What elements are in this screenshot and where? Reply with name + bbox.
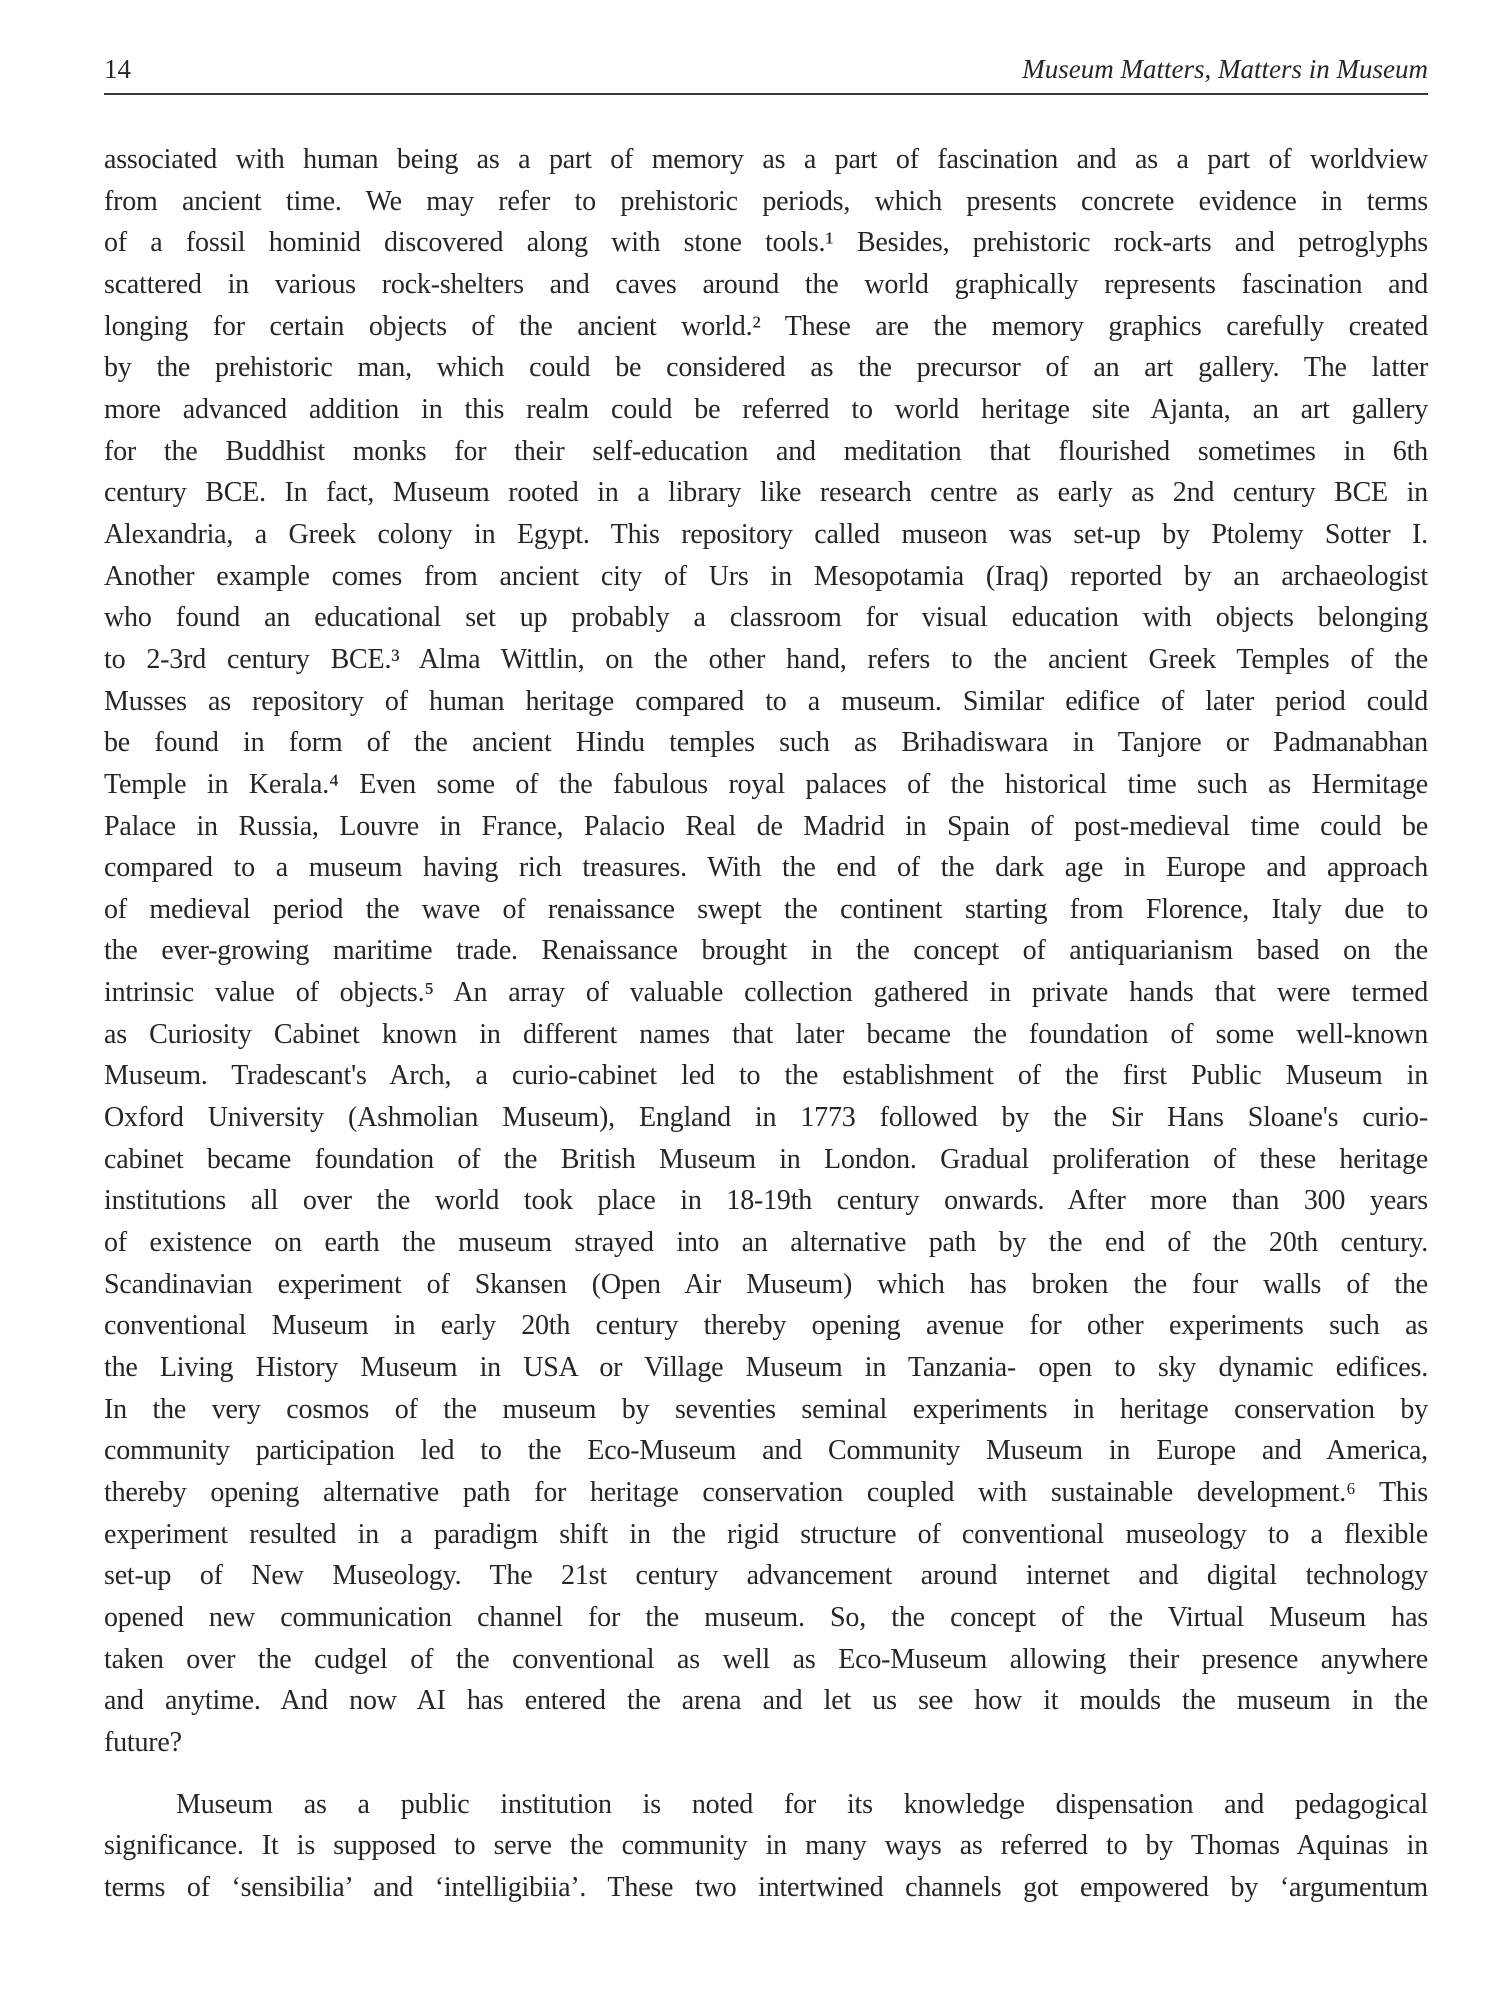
header-rule <box>104 93 1428 95</box>
text-line: the ever-growing maritime trade. Renaissance brought in the concept of antiquarianism based on the <box>104 935 1428 967</box>
text-line: of existence on earth the museum strayed into an alternative path by the end of the 20th century. <box>104 1227 1428 1259</box>
text-line: the Living History Museum in USA or Village Museum in Tanzania- open to sky dynamic edifices. <box>104 1352 1428 1384</box>
text-line: of medieval period the wave of renaissance swept the continent starting from Florence, Italy due to <box>104 893 1428 925</box>
text-line: set-up of New Museology. The 21st century advancement around internet and digital technology <box>104 1560 1428 1592</box>
text-line: Scandinavian experiment of Skansen (Open Air Museum) which has broken the four walls of the <box>104 1268 1428 1300</box>
text-line: future? <box>104 1726 182 1758</box>
text-line: cabinet became foundation of the British Museum in London. Gradual proliferation of these heritage <box>104 1143 1428 1175</box>
text-line: who found an educational set up probably a classroom for visual education with objects belonging <box>104 602 1428 634</box>
text-line: from ancient time. We may refer to prehistoric periods, which presents concrete evidence in terms <box>104 185 1428 217</box>
text-line: by the prehistoric man, which could be considered as the precursor of an art gallery. The latter <box>104 352 1428 384</box>
page-number: 14 <box>104 54 131 84</box>
text-line: Another example comes from ancient city of Urs in Mesopotamia (Iraq) reported by an archaeologist <box>104 560 1428 592</box>
text-line: Musses as repository of human heritage compared to a museum. Similar edifice of later period could <box>104 685 1428 717</box>
text-line: to 2-3rd century BCE.³ Alma Wittlin, on the other hand, refers to the ancient Greek Temples of the <box>104 643 1428 675</box>
text-line: Museum. Tradescant's Arch, a curio-cabinet led to the establishment of the first Public Museum in <box>104 1060 1428 1092</box>
text-line: longing for certain objects of the ancient world.² These are the memory graphics carefully created <box>104 310 1428 342</box>
text-line: taken over the cudgel of the conventional as well as Eco-Museum allowing their presence anywhere <box>104 1643 1428 1675</box>
paragraph <box>104 1784 1428 1909</box>
text-line: Museum as a public institution is noted for its knowledge dispensation and pedagogical <box>176 1788 1428 1820</box>
text-line: institutions all over the world took place in 18-19th century onwards. After more than 300 years <box>104 1185 1428 1217</box>
text-line: significance. It is supposed to serve the community in many ways as referred to by Thomas Aquinas in <box>104 1830 1428 1862</box>
text-line: Temple in Kerala.⁴ Even some of the fabulous royal palaces of the historical time such as Hermitage <box>104 768 1428 800</box>
text-line: community participation led to the Eco-Museum and Community Museum in Europe and America, <box>104 1435 1428 1467</box>
text-line: Palace in Russia, Louvre in France, Palacio Real de Madrid in Spain of post-medieval time could be <box>104 810 1428 842</box>
text-line: In the very cosmos of the museum by seventies seminal experiments in heritage conservation by <box>104 1393 1428 1425</box>
body-text <box>104 139 1428 1929</box>
text-line: experiment resulted in a paradigm shift in the rigid structure of conventional museology to a flexible <box>104 1518 1428 1550</box>
text-line: intrinsic value of objects.⁵ An array of valuable collection gathered in private hands that were termed <box>104 977 1428 1009</box>
text-line: and anytime. And now AI has entered the arena and let us see how it moulds the museum in the <box>104 1685 1428 1717</box>
text-line: as Curiosity Cabinet known in different names that later became the foundation of some well-known <box>104 1018 1428 1050</box>
text-line: opened new communication channel for the museum. So, the concept of the Virtual Museum has <box>104 1601 1428 1633</box>
text-line: scattered in various rock-shelters and caves around the world graphically represents fascination and <box>104 268 1428 300</box>
text-line: conventional Museum in early 20th century thereby opening avenue for other experiments such as <box>104 1310 1428 1342</box>
text-line: associated with human being as a part of memory as a part of fascination and as a part of worldview <box>104 144 1428 175</box>
text-line: for the Buddhist monks for their self-education and meditation that flourished sometimes in 6th <box>104 435 1428 467</box>
running-title: Museum Matters, Matters in Museum <box>1022 54 1428 84</box>
text-line: compared to a museum having rich treasures. With the end of the dark age in Europe and approach <box>104 852 1428 884</box>
text-line: of a fossil hominid discovered along with stone tools.¹ Besides, prehistoric rock-arts and petroglyphs <box>104 227 1428 259</box>
text-line: Alexandria, a Greek colony in Egypt. This repository called museon was set-up by Ptolemy Sotter I. <box>104 518 1428 550</box>
text-line: be found in form of the ancient Hindu temples such as Brihadiswara in Tanjore or Padmanabhan <box>104 727 1428 759</box>
paragraph <box>104 139 1428 1764</box>
text-line: Oxford University (Ashmolian Museum), England in 1773 followed by the Sir Hans Sloane's curio- <box>104 1102 1428 1134</box>
text-line: more advanced addition in this realm could be referred to world heritage site Ajanta, an art gallery <box>104 393 1428 425</box>
text-line: terms of ‘sensibilia’ and ‘intelligibiia’. These two intertwined channels got empowered by ‘argumentum <box>104 1871 1428 1903</box>
text-line: thereby opening alternative path for heritage conservation coupled with sustainable development.⁶ This <box>104 1477 1428 1508</box>
text-line: century BCE. In fact, Museum rooted in a library like research centre as early as 2nd century BCE in <box>104 477 1428 509</box>
